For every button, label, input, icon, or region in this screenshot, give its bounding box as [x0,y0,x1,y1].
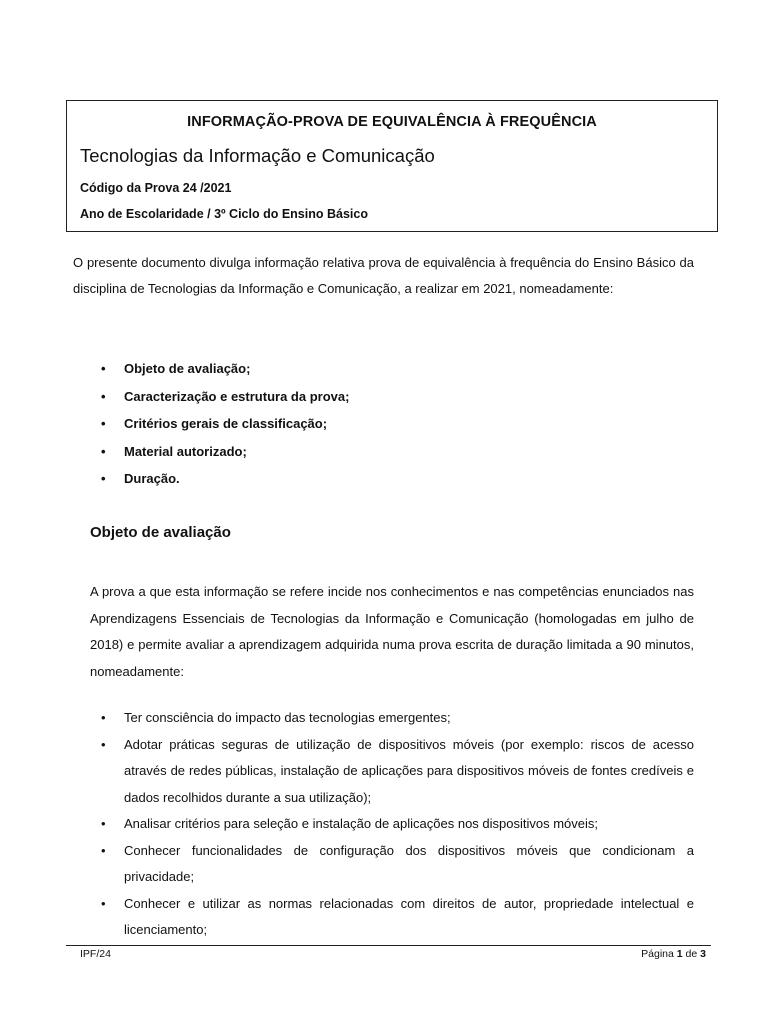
bullet-icon: • [101,816,106,831]
bullet-icon: • [101,416,106,431]
list-item: • Material autorizado; [97,440,697,468]
list-item: • Caracterização e estrutura da prova; [97,385,697,413]
bullet-icon: • [101,842,106,858]
topics-list [97,357,697,495]
footer-divider [66,945,711,946]
document-title: INFORMAÇÃO-PROVA DE EQUIVALÊNCIA À FREQUÊNCIA [187,114,597,130]
section-paragraph: A prova a que esta informação se refere incide nos conhecimentos e nas competências enunciados nas Aprendizagens Essenciais de Tecnologias da Informação e Comunicação (homologadas em julho de 2018) e permite avaliar a aprendizagem adquirida numa prova escrita de duração limitada a 90 minutos, nomeadamente: [90,584,694,679]
list-item: • Conhecer e utilizar as normas relacionadas com direitos de autor, propriedade intelectual e licenciamento; [97,891,694,944]
document-header-box [66,100,718,232]
exam-code: Código da Prova 24 /2021 [80,181,232,195]
list-item: • Critérios gerais de classificação; [97,412,697,440]
list-item: • Ter consciência do impacto das tecnologias emergentes; [97,705,694,732]
bullet-icon: • [101,895,106,911]
school-year: Ano de Escolaridade / 3º Ciclo do Ensino Básico [80,207,368,221]
bullet-icon: • [101,388,106,404]
intro-paragraph: O presente documento divulga informação relativa prova de equivalência à frequência do Ensino Básico da disciplina de Tecnologias da Informação e Comunicação, a realizar em 2021, nomeadamente: [73,255,694,296]
bullet-icon: • [101,361,106,376]
footer-page-number: Página 1 de 3 [641,948,706,960]
subject-title: Tecnologias da Informação e Comunicação [80,145,435,166]
bullet-icon: • [101,710,106,725]
list-item: • Objeto de avaliação; [97,357,697,385]
objectives-list [97,705,694,944]
list-item: • Adotar práticas seguras de utilização de dispositivos móveis (por exemplo: riscos de acesso através de redes públicas, instalação de aplicações para dispositivos móveis de fontes credíveis e dados recolhidos durante a sua utilização); [97,732,694,812]
list-item: • Duração. [97,467,697,495]
bullet-icon: • [101,471,106,486]
list-item: • Analisar critérios para seleção e instalação de aplicações nos dispositivos móveis; [97,811,694,838]
list-item: • Conhecer funcionalidades de configuração dos dispositivos móveis que condicionam a privacidade; [97,838,694,891]
section-heading: Objeto de avaliação [90,524,231,541]
bullet-icon: • [101,736,106,752]
bullet-icon: • [101,443,106,459]
footer-document-id: IPF/24 [80,948,111,960]
